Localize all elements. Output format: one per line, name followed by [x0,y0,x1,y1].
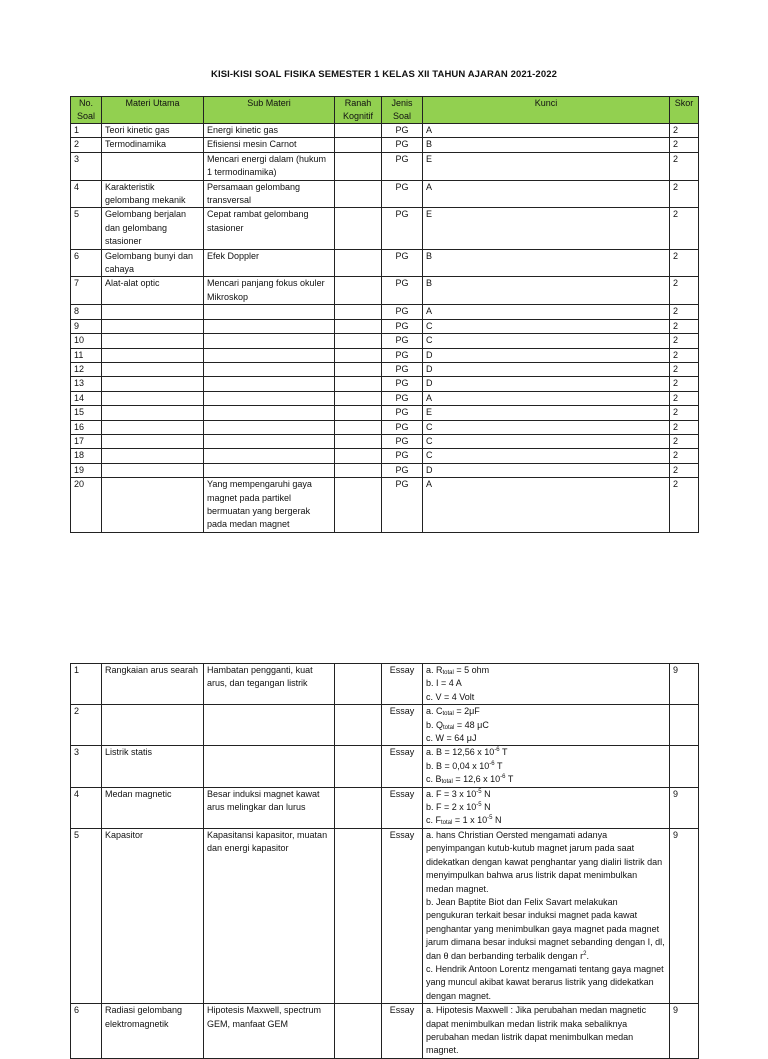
table-row [71,449,699,463]
cell-jenis: PG [382,478,423,533]
cell-no: 2 [71,705,102,746]
cell-jenis: Essay [382,828,423,1003]
cell-kunci: B [423,249,670,277]
answer-superscript: -6 [500,774,506,781]
cell-sub-materi [204,449,335,463]
answer-text: a. B = 12,56 x 10 [426,747,495,758]
answer-line [426,760,666,773]
answer-text: c. W = 64 μJ [426,733,477,744]
cell-ranah [335,305,382,319]
cell-skor: 9 [670,664,699,705]
cell-ranah [335,664,382,705]
cell-sub-materi: Persamaan gelombang transversal [204,180,335,208]
cell-materi: Alat-alat optic [102,277,204,305]
cell-ranah [335,124,382,138]
cell-no: 6 [71,249,102,277]
table-header-row [71,97,699,124]
answer-line [426,664,666,677]
cell-sub-materi: Hipotesis Maxwell, spectrum GEM, manfaat GEM [204,1004,335,1059]
cell-sub-materi [204,434,335,448]
cell-kunci: A [423,391,670,405]
cell-kunci: E [423,406,670,420]
cell-kunci: E [423,152,670,180]
cell-ranah [335,434,382,448]
table-row [71,334,699,348]
cell-skor: 2 [670,305,699,319]
answer-line [426,705,666,718]
cell-skor: 2 [670,334,699,348]
cell-kunci: B [423,277,670,305]
cell-kunci: C [423,449,670,463]
table-row [71,463,699,477]
answer-line [426,963,666,1003]
cell-skor: 2 [670,152,699,180]
table-row [71,152,699,180]
cell-skor: 2 [670,249,699,277]
cell-sub-materi [204,420,335,434]
cell-no: 3 [71,746,102,787]
answer-line [426,691,666,704]
cell-kunci [423,828,670,1003]
cell-jenis: Essay [382,787,423,828]
cell-kunci: E [423,208,670,249]
cell-materi [102,406,204,420]
cell-no: 4 [71,180,102,208]
cell-skor: 2 [670,377,699,391]
cell-materi [102,449,204,463]
cell-skor: 9 [670,828,699,1003]
cell-sub-materi: Cepat rambat gelombang stasioner [204,208,335,249]
cell-jenis: PG [382,138,423,152]
cell-sub-materi: Hambatan pengganti, kuat arus, dan tegangan listrik [204,664,335,705]
pg-question-grid [70,96,699,533]
cell-skor [670,746,699,787]
cell-ranah [335,420,382,434]
cell-ranah [335,152,382,180]
answer-line [426,788,666,801]
table-row [71,138,699,152]
table-row [71,377,699,391]
cell-skor: 2 [670,406,699,420]
cell-no: 1 [71,124,102,138]
cell-kunci: D [423,377,670,391]
table-row [71,124,699,138]
answer-line [426,746,666,759]
cell-no: 5 [71,208,102,249]
table-row [71,249,699,277]
cell-ranah [335,391,382,405]
cell-materi: Rangkaian arus searah [102,664,204,705]
cell-materi: Gelombang berjalan dan gelombang stasioner [102,208,204,249]
cell-sub-materi: Yang mempengaruhi gaya magnet pada partikel bermuatan yang bergerak pada medan magnet [204,478,335,533]
answer-text: = 5 ohm [453,665,490,675]
cell-no: 11 [71,348,102,362]
cell-ranah [335,249,382,277]
cell-materi: Teori kinetic gas [102,124,204,138]
cell-kunci: C [423,319,670,333]
cell-skor [670,705,699,746]
answer-line [426,829,666,896]
header-sub-materi: Sub Materi [204,97,335,124]
cell-ranah [335,1004,382,1059]
cell-sub-materi: Efisiensi mesin Carnot [204,138,335,152]
cell-materi [102,362,204,376]
cell-no: 17 [71,434,102,448]
answer-text: . [586,950,589,961]
cell-kunci: A [423,478,670,533]
cell-kunci [423,1004,670,1059]
cell-no: 2 [71,138,102,152]
answer-text: = 1 x 10 [452,815,488,826]
cell-no: 19 [71,463,102,477]
table-row [71,746,699,787]
essay-question-grid [70,663,699,1059]
cell-jenis: PG [382,249,423,277]
cell-materi [102,705,204,746]
cell-skor: 2 [670,180,699,208]
answer-text: a. hans Christian Oersted mengamati adanya penyimpangan kutub-kutub magnet jarum pada saat didekatkan dengan kawat penghantar yang dialiri listrik dan menyimpulkan bahwa arus listrik dapat menimbulkan medan magnet. [426,829,663,894]
cell-skor: 2 [670,208,699,249]
cell-sub-materi: Mencari panjang fokus okuler Mikroskop [204,277,335,305]
cell-kunci: A [423,124,670,138]
answer-text: c. F [426,815,441,826]
cell-no: 15 [71,406,102,420]
cell-skor: 2 [670,420,699,434]
cell-jenis: PG [382,152,423,180]
cell-ranah [335,362,382,376]
cell-ranah [335,334,382,348]
cell-materi [102,334,204,348]
answer-text: b. Jean Baptite Biot dan Felix Savart melakukan pengukuran terkait besar induksi magnet pada kawat penghantar yang menimbulkan gaya magnet pada magnet jarum dimana besar induksi magnet sebanding dengan I, dl, dan θ dan berbanding terbalik dengan r [426,896,665,961]
answer-text: a. C [426,706,443,717]
header-jenis: Jenis Soal [382,97,423,124]
cell-skor: 2 [670,277,699,305]
cell-sub-materi [204,406,335,420]
header-ranah: Ranah Kognitif [335,97,382,124]
cell-ranah [335,746,382,787]
cell-jenis: PG [382,277,423,305]
cell-ranah [335,138,382,152]
table-row [71,787,699,828]
cell-sub-materi: Mencari energi dalam (hukum 1 termodinamika) [204,152,335,180]
cell-sub-materi [204,305,335,319]
cell-jenis: PG [382,208,423,249]
cell-skor: 2 [670,478,699,533]
answer-line [426,732,666,745]
table-row [71,434,699,448]
answer-superscript: -5 [487,815,493,822]
answer-superscript: 2 [583,950,587,957]
cell-jenis: PG [382,348,423,362]
cell-ranah [335,828,382,1003]
table-row [71,478,699,533]
cell-no: 10 [71,334,102,348]
table-row [71,180,699,208]
answer-text: T [505,774,514,785]
answer-text: T [499,747,508,758]
cell-kunci: D [423,463,670,477]
header-skor: Skor [670,97,699,124]
answer-superscript: -6 [489,760,495,767]
table-row [71,208,699,249]
cell-materi [102,420,204,434]
cell-materi [102,348,204,362]
answer-text: b. B = 0,04 x 10 [426,760,490,771]
cell-skor: 9 [670,787,699,828]
cell-ranah [335,319,382,333]
cell-ranah [335,277,382,305]
cell-ranah [335,463,382,477]
cell-materi [102,152,204,180]
answer-subscript: total [441,820,453,827]
cell-no: 3 [71,152,102,180]
cell-sub-materi [204,362,335,376]
cell-skor: 2 [670,434,699,448]
cell-materi [102,434,204,448]
answer-text: T [494,760,503,771]
cell-skor: 2 [670,138,699,152]
cell-no: 5 [71,828,102,1003]
cell-materi: Medan magnetic [102,787,204,828]
cell-jenis: PG [382,180,423,208]
answer-line [426,1004,666,1058]
answer-subscript: total [442,670,454,676]
cell-materi: Karakteristik gelombang mekanik [102,180,204,208]
cell-skor: 2 [670,319,699,333]
cell-no: 4 [71,787,102,828]
answer-text: a. Hipotesis Maxwell : Jika perubahan medan magnetic dapat menimbulkan medan listrik maka sebaliknya perubahan medan listrik dapat menimbulkan medan magnet. [426,1005,647,1056]
cell-kunci: B [423,138,670,152]
cell-ranah [335,208,382,249]
cell-materi [102,305,204,319]
answer-text: c. B [426,774,442,785]
cell-sub-materi: Besar induksi magnet kawat arus melingkar dan lurus [204,787,335,828]
cell-ranah [335,478,382,533]
cell-skor: 2 [670,391,699,405]
cell-jenis: PG [382,434,423,448]
table-row [71,705,699,746]
answer-text: b. Q [426,719,444,730]
cell-no: 1 [71,664,102,705]
header-materi: Materi Utama [102,97,204,124]
cell-jenis: PG [382,305,423,319]
cell-materi [102,463,204,477]
cell-sub-materi [204,319,335,333]
table-row [71,828,699,1003]
cell-no: 8 [71,305,102,319]
cell-jenis: PG [382,362,423,376]
answer-text: c. Hendrik Antoon Lorentz mengamati tentang gaya magnet yang muncul akibat kawat berarus listrik yang didekatkan dengan magnet. [426,963,664,1001]
cell-kunci: C [423,334,670,348]
page-title: KISI-KISI SOAL FISIKA SEMESTER 1 KELAS XII TAHUN AJARAN 2021-2022 [211,69,557,80]
answer-superscript: -5 [476,802,482,809]
cell-sub-materi: Energi kinetic gas [204,124,335,138]
cell-kunci [423,746,670,787]
cell-ranah [335,787,382,828]
table-row [71,277,699,305]
cell-skor: 2 [670,449,699,463]
cell-kunci: D [423,348,670,362]
answer-line [426,814,666,827]
cell-materi: Termodinamika [102,138,204,152]
cell-jenis: Essay [382,705,423,746]
cell-no: 6 [71,1004,102,1059]
cell-sub-materi [204,377,335,391]
cell-ranah [335,406,382,420]
cell-skor: 2 [670,348,699,362]
cell-kunci [423,705,670,746]
cell-ranah [335,449,382,463]
answer-text: a. R [426,665,443,675]
table-row [71,362,699,376]
cell-jenis: PG [382,319,423,333]
answer-subscript: total [443,724,455,731]
cell-materi: Listrik statis [102,746,204,787]
cell-materi [102,377,204,391]
cell-kunci [423,787,670,828]
table-row [71,391,699,405]
cell-kunci: C [423,420,670,434]
answer-line [426,896,666,963]
answer-line [426,801,666,814]
table-row [71,406,699,420]
cell-no: 20 [71,478,102,533]
cell-jenis: PG [382,463,423,477]
cell-jenis: PG [382,449,423,463]
cell-skor: 2 [670,463,699,477]
answer-text: a. F = 3 x 10 [426,788,477,799]
table-row [71,305,699,319]
answer-text: = 2μF [453,706,480,717]
cell-kunci [423,664,670,705]
cell-ranah [335,348,382,362]
cell-kunci: C [423,434,670,448]
table-row [71,348,699,362]
cell-no: 12 [71,362,102,376]
cell-materi: Gelombang bunyi dan cahaya [102,249,204,277]
cell-no: 14 [71,391,102,405]
cell-no: 9 [71,319,102,333]
cell-kunci: A [423,305,670,319]
answer-line [426,677,666,690]
cell-jenis: Essay [382,1004,423,1059]
header-no: No. Soal [71,97,102,124]
cell-materi: Kapasitor [102,828,204,1003]
cell-no: 13 [71,377,102,391]
cell-no: 16 [71,420,102,434]
cell-materi: Radiasi gelombang elektromagnetik [102,1004,204,1059]
cell-jenis: PG [382,124,423,138]
answer-subscript: total [441,779,453,786]
answer-superscript: -5 [476,788,482,795]
cell-jenis: PG [382,334,423,348]
cell-ranah [335,705,382,746]
cell-skor: 2 [670,362,699,376]
answer-text: b. I = 4 A [426,678,462,689]
cell-no: 7 [71,277,102,305]
answer-text: c. V = 4 Volt [426,691,475,702]
answer-line [426,719,666,732]
answer-superscript: -6 [494,747,500,754]
cell-sub-materi [204,746,335,787]
header-kunci: Kunci [423,97,670,124]
cell-materi [102,478,204,533]
cell-ranah [335,180,382,208]
answer-subscript: total [442,711,454,718]
cell-skor: 2 [670,124,699,138]
cell-ranah [335,377,382,391]
cell-jenis: Essay [382,746,423,787]
cell-sub-materi [204,391,335,405]
cell-sub-materi: Efek Doppler [204,249,335,277]
table-row [71,319,699,333]
answer-text: b. F = 2 x 10 [426,802,477,813]
answer-text: N [481,802,491,813]
cell-sub-materi: Kapasitansi kapasitor, muatan dan energi kapasitor [204,828,335,1003]
cell-sub-materi [204,705,335,746]
answer-text: = 12,6 x 10 [452,774,501,785]
cell-sub-materi [204,334,335,348]
cell-jenis: PG [382,377,423,391]
cell-jenis: PG [382,406,423,420]
cell-no: 18 [71,449,102,463]
cell-kunci: D [423,362,670,376]
cell-jenis: PG [382,391,423,405]
answer-text: = 48 μC [454,719,489,730]
cell-materi [102,391,204,405]
cell-skor: 9 [670,1004,699,1059]
answer-line [426,773,666,786]
cell-materi [102,319,204,333]
cell-jenis: Essay [382,664,423,705]
answer-text: N [481,788,491,799]
cell-sub-materi [204,348,335,362]
cell-jenis: PG [382,420,423,434]
cell-sub-materi [204,463,335,477]
answer-text: N [492,815,502,826]
cell-kunci: A [423,180,670,208]
table-row [71,664,699,705]
table-row [71,420,699,434]
table-row [71,1004,699,1059]
